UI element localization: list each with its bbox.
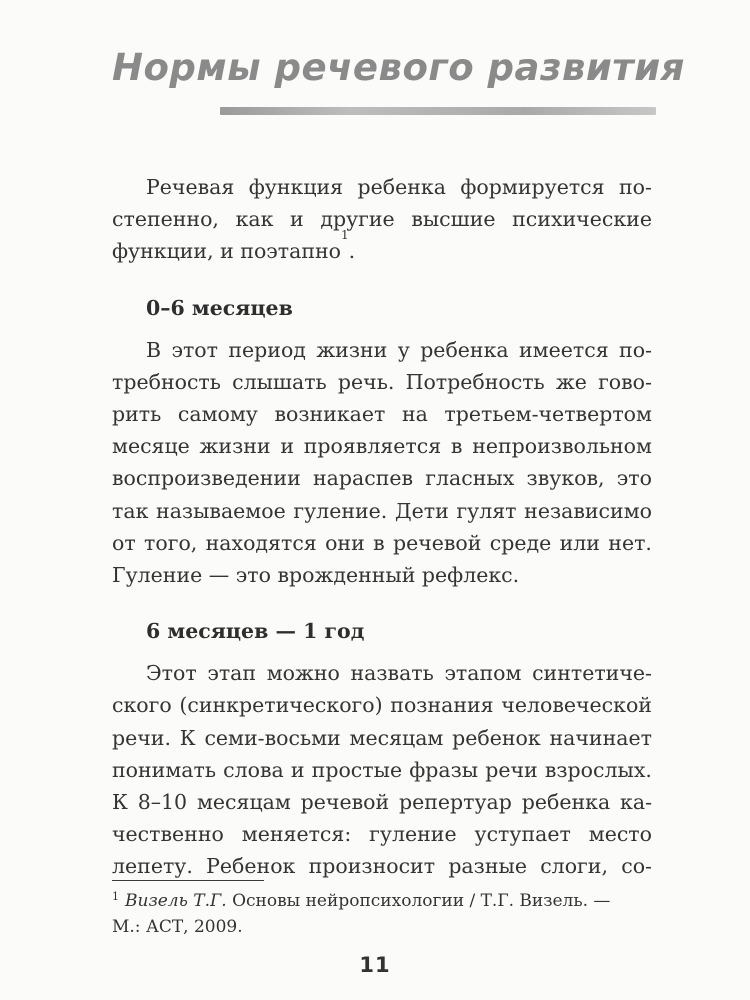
word: В	[146, 337, 162, 362]
footnote-reference[interactable]: 1	[341, 228, 349, 243]
text-line	[112, 754, 652, 786]
word: в	[373, 530, 385, 555]
word: третьем-четвертом	[444, 402, 652, 427]
footnote-line-1	[112, 888, 652, 914]
word: находятся	[205, 530, 317, 555]
word: простые	[311, 757, 403, 782]
word: жизни	[199, 434, 271, 459]
word: независимо	[524, 498, 652, 523]
word: месяце	[112, 434, 190, 459]
word: слоги,	[540, 854, 608, 879]
word: это	[616, 466, 652, 491]
word: слышать	[232, 369, 327, 394]
word: ребенка	[521, 790, 611, 815]
word: взрослых.	[544, 757, 652, 782]
word: жизни	[316, 337, 388, 362]
word: гуление.	[293, 498, 388, 523]
word: рить	[112, 402, 162, 427]
text-line	[112, 657, 652, 689]
word: место	[588, 822, 652, 847]
word: в	[450, 434, 463, 459]
word: проявляется	[303, 434, 442, 459]
word: речевой	[300, 790, 390, 815]
footnote-source: Основы нейропсихологии / Т.Г. Визель. —	[226, 891, 611, 911]
word: (синкретического)	[179, 693, 383, 718]
word: познания	[390, 693, 494, 718]
word: Потребность	[405, 369, 545, 394]
word: того,	[144, 530, 198, 555]
word: гуление	[369, 822, 457, 847]
text-line	[112, 818, 652, 850]
word: лепету.	[112, 854, 193, 879]
section-heading-6-months-1-year: 6 месяцев — 1 год	[146, 619, 365, 644]
word: так	[112, 498, 149, 523]
word: и	[290, 207, 304, 232]
text-line	[112, 495, 652, 527]
text-line	[112, 689, 652, 721]
word: же	[555, 369, 587, 394]
main-text	[112, 171, 652, 883]
word: у	[397, 337, 410, 362]
section-6-12-paragraph	[112, 657, 652, 882]
word: речь.	[337, 369, 395, 394]
text-line	[112, 203, 652, 235]
word: фразы	[409, 757, 479, 782]
word: Этот	[146, 661, 197, 686]
word: ского	[112, 693, 172, 718]
text-line	[112, 366, 652, 398]
spacer	[112, 324, 652, 334]
word: называемое	[156, 498, 286, 523]
word: семи-восьми	[204, 725, 341, 750]
word: синтетиче-	[532, 661, 652, 686]
word: Дети	[394, 498, 449, 523]
word: К	[179, 725, 196, 750]
word: репертуар	[398, 790, 512, 815]
word: меняется:	[241, 822, 352, 847]
word: степенно,	[112, 207, 219, 232]
word: нараспев	[313, 466, 414, 491]
word: по-	[619, 337, 652, 362]
word: Речевая	[146, 175, 235, 199]
title-underline	[220, 107, 656, 115]
word: чественно	[112, 822, 224, 847]
word: месяцам	[196, 790, 291, 815]
word: человеческой	[501, 693, 652, 718]
word: этап	[207, 661, 257, 686]
word: звуков,	[526, 466, 605, 491]
footnote-line-2: М.: АСТ, 2009.	[112, 917, 243, 937]
word: высшие	[411, 207, 496, 232]
text-line	[112, 171, 652, 203]
text-line	[112, 334, 652, 366]
word: нет.	[608, 530, 652, 555]
page-title: Нормы речевого развития	[112, 46, 685, 89]
word: со-	[621, 854, 652, 879]
word: слова	[223, 757, 284, 782]
word: другие	[320, 207, 395, 232]
word: на	[401, 402, 428, 427]
word: по-	[619, 175, 652, 199]
word: К	[112, 790, 128, 815]
word: возникает	[274, 402, 386, 427]
word: и	[280, 434, 294, 459]
word: речи	[485, 757, 538, 782]
footnote-separator	[112, 880, 264, 881]
word: уступает	[474, 822, 571, 847]
word: речевой	[392, 530, 482, 555]
word: как	[235, 207, 274, 232]
word: непроизвольном	[472, 434, 652, 459]
word: среде	[489, 530, 552, 555]
footnote-author: Визель Т.Г.	[125, 891, 227, 911]
word: формируется	[460, 175, 605, 199]
word: ребенок	[452, 725, 541, 750]
word: ка-	[620, 790, 652, 815]
word: Ребенок	[206, 854, 296, 879]
word: месяцам	[349, 725, 444, 750]
word: гулят	[456, 498, 517, 523]
word: период	[228, 337, 306, 362]
text-line-with-footnote	[112, 228, 652, 267]
word: воспроизведении	[112, 466, 301, 491]
footnote-mark: 1	[112, 890, 119, 903]
footnote	[112, 888, 652, 940]
text-line	[112, 430, 652, 462]
word: понимать	[112, 757, 217, 782]
chapter-header	[112, 46, 685, 115]
word: психические	[512, 207, 652, 232]
text-line	[112, 462, 652, 494]
word: можно	[266, 661, 340, 686]
word: этапом	[444, 661, 522, 686]
word: они	[325, 530, 365, 555]
word: назвать	[350, 661, 434, 686]
word: гово-	[598, 369, 652, 394]
text-line	[112, 786, 652, 818]
line-end-period: .	[348, 239, 356, 264]
word: 8–10	[137, 790, 188, 815]
text-line	[112, 527, 652, 559]
spacer	[112, 268, 652, 292]
word: и	[290, 757, 305, 782]
section-heading-0-6-months: 0–6 месяцев	[146, 295, 293, 320]
text-line: Гуление — это врожденный рефлекс.	[112, 563, 520, 588]
page-number: 11	[359, 953, 391, 977]
word: ребенка	[420, 337, 509, 362]
word: или	[559, 530, 600, 555]
word: ребенка	[357, 175, 446, 199]
word: самому	[177, 402, 258, 427]
word: речи.	[112, 725, 171, 750]
intro-paragraph	[112, 171, 652, 268]
word: гласных	[425, 466, 515, 491]
spacer	[112, 647, 652, 657]
word: требность	[112, 369, 221, 394]
spacer	[112, 591, 652, 615]
word: функция	[248, 175, 344, 199]
word: имеется	[519, 337, 609, 362]
word: от	[112, 530, 136, 555]
word: произносит	[308, 854, 436, 879]
word: этот	[171, 337, 218, 362]
text-line	[112, 398, 652, 430]
text-line: функции, и поэтапно	[112, 239, 342, 264]
text-line	[112, 722, 652, 754]
text-line	[112, 850, 652, 882]
section-0-6-paragraph	[112, 334, 652, 592]
word: начинает	[549, 725, 652, 750]
word: разные	[448, 854, 527, 879]
